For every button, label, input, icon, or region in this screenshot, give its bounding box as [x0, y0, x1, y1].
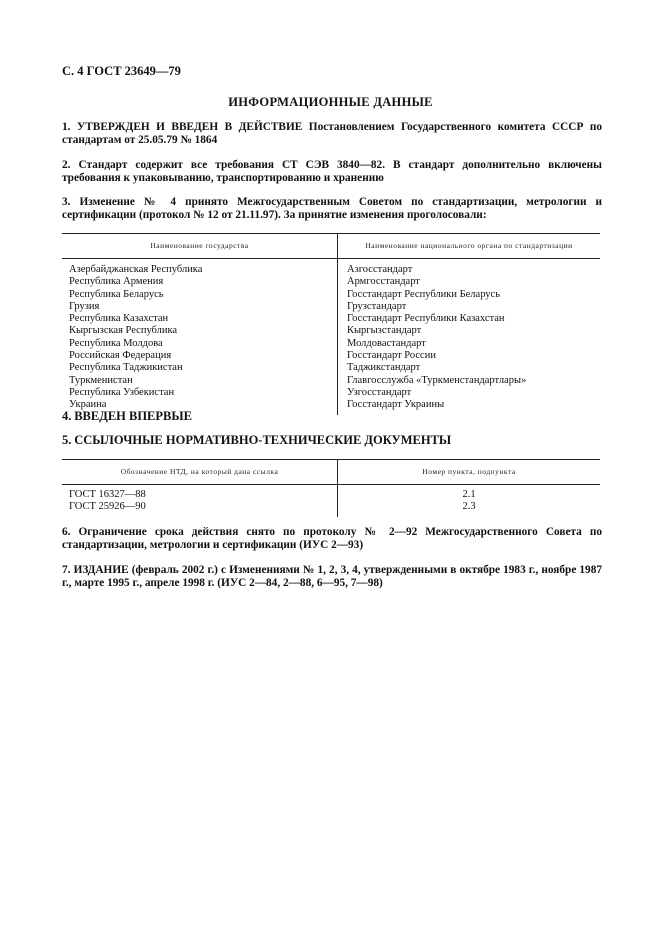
- table-cell-value: Главгосслужба «Туркменстандартлары»: [338, 375, 601, 387]
- table-cell-name: Республика Казахстан: [69, 313, 169, 325]
- item-3: [62, 196, 602, 222]
- table-cell-name: ГОСТ 16327—88: [69, 489, 146, 500]
- table-row: [62, 289, 600, 301]
- page-title: ИНФОРМАЦИОННЫЕ ДАННЫЕ: [228, 95, 433, 109]
- table-cell-name: Республика Молдова: [69, 337, 163, 349]
- references-table: [62, 459, 600, 517]
- table-row: [62, 375, 600, 387]
- table-row: [62, 338, 600, 350]
- table-row: [62, 485, 600, 502]
- column-header-clause: Номер пункта, подпункта: [338, 460, 601, 485]
- item-2: [62, 159, 602, 185]
- table-cell-value: Узгосстандарт: [338, 387, 601, 399]
- table-cell-value: Таджикстандарт: [338, 362, 601, 374]
- item-number: 3.: [62, 196, 71, 208]
- table-cell-value: Госстандарт Украины: [338, 399, 601, 414]
- item-4: [62, 410, 602, 424]
- item-text: УТВЕРЖДЕН И ВВЕДЕН В ДЕЙСТВИЕ Постановлением Государственного комитета СССР по стандартам от 25.05.79 № 1864: [62, 121, 603, 146]
- item-number: 1.: [62, 121, 71, 133]
- table-cell-name: Российская Федерация: [69, 350, 172, 362]
- table-cell-name: Республика Таджикистан: [69, 362, 183, 374]
- table-cell-value: Грузстандарт: [338, 301, 601, 313]
- table-cell-name: Кыргызская Республика: [69, 325, 178, 337]
- table-row: [62, 325, 600, 337]
- table-cell-name: Азербайджанская Республика: [69, 264, 203, 275]
- item-number: 7.: [62, 564, 71, 576]
- column-header-body: Наименование национального органа по стандартизации: [338, 234, 601, 259]
- item-number: 6.: [62, 526, 71, 538]
- table-cell-name: ГОСТ 25926—90: [69, 501, 146, 513]
- page-header: С. 4 ГОСТ 23649—79: [62, 64, 181, 78]
- item-number: 2.: [62, 159, 71, 171]
- table-row: [62, 387, 600, 399]
- table-row: [62, 259, 600, 277]
- item-text: ВВЕДЕН ВПЕРВЫЕ: [74, 409, 192, 423]
- table-cell-name: Республика Узбекистан: [69, 386, 175, 398]
- table-row: [62, 313, 600, 325]
- table-cell-value: Госстандарт Республики Казахстан: [338, 313, 601, 325]
- item-1: [62, 121, 602, 147]
- table-row: [62, 362, 600, 374]
- item-text: Ограничение срока действия снято по протоколу № 2—92 Межгосударственного Совета по стандартизации, метрологии и сертификации (ИУС 2—93): [62, 526, 602, 551]
- item-text: ИЗДАНИЕ (февраль 2002 г.) с Изменениями № 1, 2, 3, 4, утвержденными в октябре 1983 г., ноябре 1987 г., марте 1995 г., апреле 1998 г. (ИУС 2—84, 2—88, 6—95, 7—98): [62, 564, 603, 589]
- item-6: [62, 526, 602, 552]
- table-cell-value: 2.1: [338, 485, 601, 502]
- item-number: 4.: [62, 409, 72, 423]
- table-row: [62, 350, 600, 362]
- table-cell-name: Украина: [69, 399, 107, 411]
- column-header-document: Обозначение НТД, на который дана ссылка: [120, 466, 279, 476]
- item-number: 5.: [62, 433, 72, 447]
- table-cell-value: Госстандарт Республики Беларусь: [338, 289, 601, 301]
- item-5: [62, 434, 602, 448]
- item-text: Изменение № 4 принято Межгосударственным Советом по стандартизации, метрологии и сертификации (протокол № 12 от 21.11.97). За принятие изменения проголосовали:: [62, 196, 602, 221]
- table-cell-name: Республика Армения: [69, 276, 164, 288]
- item-text: ССЫЛОЧНЫЕ НОРМАТИВНО-ТЕХНИЧЕСКИЕ ДОКУМЕНТЫ: [74, 433, 452, 447]
- item-7: [62, 564, 602, 590]
- table-cell-value: Армгосстандарт: [338, 276, 601, 288]
- table-cell-value: Азгосстандарт: [338, 259, 601, 277]
- voting-states-table: [62, 233, 600, 415]
- column-header-state: Наименование государства: [150, 240, 249, 250]
- table-cell-name: Республика Беларусь: [69, 288, 164, 300]
- item-text: Стандарт содержит все требования СТ СЭВ 3840—82. В стандарт дополнительно включены требования к упаковыванию, транспортированию и хранению: [62, 159, 603, 184]
- table-header-row: [62, 234, 600, 259]
- table-cell-value: 2.3: [338, 501, 601, 516]
- table-row: [62, 501, 600, 516]
- table-row: [62, 301, 600, 313]
- table-cell-value: Молдовастандарт: [338, 338, 601, 350]
- table-cell-name: Туркменистан: [69, 374, 133, 386]
- table-cell-name: Грузия: [69, 300, 100, 312]
- table-cell-value: Госстандарт России: [338, 350, 601, 362]
- table-cell-value: Кыргызстандарт: [338, 325, 601, 337]
- table-row: [62, 276, 600, 288]
- table-header-row: [62, 460, 600, 485]
